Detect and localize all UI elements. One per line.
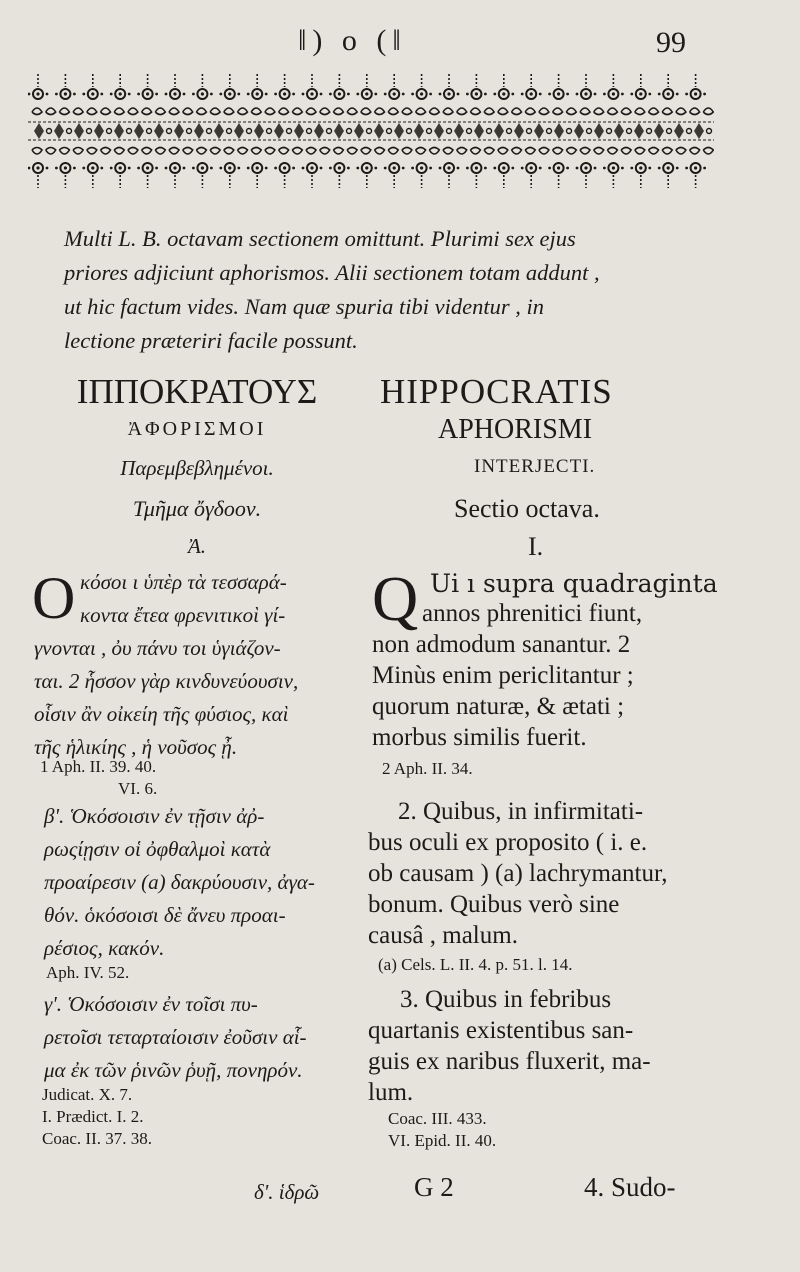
reference-line: VI. 6. xyxy=(118,779,158,798)
greek-aphorism-3 xyxy=(44,988,307,1087)
latin-line: bus oculi ex proposito ( i. e. xyxy=(368,829,648,856)
greek-line: ρωςίῃσιν οἱ ὀφθαλμοὶ κατὰ xyxy=(44,837,271,861)
latin-drop-cap: Q xyxy=(372,563,419,634)
latin-aphorism-3 xyxy=(368,984,651,1108)
notice-line: Multi L. B. octavam sectionem omittunt. Plurimi sex ejus xyxy=(64,226,576,251)
greek-aphorism-number: Ἀ. xyxy=(187,534,207,558)
notice-line: lectione præteriri facile possunt. xyxy=(64,328,358,353)
greek-subtitle: ἈΦΟΡΙΣΜΟΙ xyxy=(127,418,267,440)
reference-line: I. Prædict. I. 2. xyxy=(42,1107,144,1126)
latin-line: Minùs enim periclitantur ; xyxy=(372,662,634,689)
latin-line: non admodum sanantur. 2 xyxy=(372,631,631,658)
greek-line: κοντα ἔτεα φρενιτικοὶ γί- xyxy=(80,603,286,627)
greek-line: ρέσιος, κακόν. xyxy=(44,936,165,960)
greek-line: γνονται , ὀυ πάνυ τοι ὑγιάζον- xyxy=(34,636,281,660)
ornamental-band xyxy=(28,70,714,192)
greek-line: οἷσιν ἂν οἰκείη τῆς φύσιος, καὶ xyxy=(34,702,289,726)
latin-aph3-refs xyxy=(388,1108,496,1152)
running-head: ǁ) o (ǁ xyxy=(298,24,407,57)
greek-catchword: δ'. ἱδρῶ xyxy=(254,1180,320,1204)
editorial-notice xyxy=(64,222,724,358)
latin-catchword: 4. Sudo- xyxy=(584,1172,676,1202)
greek-aph2-ref: Aph. IV. 52. xyxy=(46,963,130,982)
greek-aphorism-2 xyxy=(44,800,315,965)
signature-mark: G 2 xyxy=(414,1172,454,1202)
latin-section-title: Sectio octava. xyxy=(454,494,600,523)
greek-line: τῆς ἡλικίης , ἡ νοῦσος ᾖ. xyxy=(34,735,238,759)
reference-line: Coac. III. 433. xyxy=(388,1109,487,1128)
greek-interjecti: Παρεμβεβλημένοι. xyxy=(120,456,274,480)
latin-line: 3. Quibus in febribus xyxy=(400,986,612,1013)
latin-line: quartanis existentibus san- xyxy=(368,1017,634,1044)
latin-line: guis ex naribus fluxerit, ma- xyxy=(368,1048,651,1075)
greek-line: γ'. Ὁκόσοισιν ἐν τοῖσι πυ- xyxy=(44,992,258,1016)
reference-line: 1 Aph. II. 39. 40. xyxy=(40,757,157,776)
reference-line: VI. Epid. II. 40. xyxy=(388,1131,497,1150)
greek-drop-cap: Ο xyxy=(32,565,76,631)
greek-line: ρετοῖσι τεταρταίοισιν ἐοῦσιν αἷ- xyxy=(44,1025,307,1049)
greek-line: προαίρεσιν (a) δακρύουσιν, ἀγα- xyxy=(44,870,315,894)
greek-title: ΙΠΠΟΚΡΑΤΟΥΣ xyxy=(76,372,318,411)
greek-line: ται. 2 ἧσσον γὰρ κινδυνεύουσιν, xyxy=(34,669,299,693)
reference-line: Coac. II. 37. 38. xyxy=(42,1129,153,1148)
latin-line: quorum naturæ, & ætati ; xyxy=(372,693,625,720)
latin-line: 2. Quibus, in infirmitati- xyxy=(398,798,644,825)
latin-aphorism-number: I. xyxy=(528,532,544,561)
greek-aph3-refs xyxy=(42,1084,152,1150)
latin-aphorism-1 xyxy=(372,598,642,753)
latin-line: ob causam ) (a) lachrymantur, xyxy=(368,860,668,887)
greek-line: β'. Ὁκόσοισιν ἐν τῇσιν ἀῤ- xyxy=(44,804,265,828)
greek-line: μα ἐκ τῶν ῥινῶν ῥυῇ, πονηρόν. xyxy=(44,1058,303,1082)
latin-aph2-note: (a) Cels. L. II. 4. p. 51. l. 14. xyxy=(378,955,573,974)
latin-aph1-ref: 2 Aph. II. 34. xyxy=(382,759,473,778)
latin-subtitle: APHORISMI xyxy=(438,414,593,445)
greek-line: θόν. ὁκόσοισι δὲ ἄνευ προαι- xyxy=(44,903,286,927)
latin-line: lum. xyxy=(368,1079,414,1106)
page-number: 99 xyxy=(656,26,686,59)
latin-line: annos phrenitici fiunt, xyxy=(422,600,643,627)
latin-interjecti: INTERJECTI. xyxy=(474,456,596,477)
latin-aphorism-2 xyxy=(368,796,668,951)
latin-line: causâ , malum. xyxy=(368,922,518,949)
notice-line: priores adjiciunt aphorismos. Alii sectionem totam addunt , xyxy=(64,260,600,285)
reference-line: Judicat. X. 7. xyxy=(42,1085,133,1104)
greek-aph1-refs xyxy=(40,756,157,800)
greek-line: κόσοι ι ὑπὲρ τὰ τεσσαρά- xyxy=(80,570,287,594)
greek-section-title: Τμῆμα ὄγδοον. xyxy=(132,496,262,521)
latin-line: bonum. Quibus verò sine xyxy=(368,891,620,918)
greek-aphorism-1 xyxy=(34,566,364,764)
latin-line: morbus similis fuerit. xyxy=(372,724,587,751)
latin-title: HIPPOCRATIS xyxy=(380,372,613,411)
notice-line: ut hic factum vides. Nam quæ spuria tibi videntur , in xyxy=(64,294,544,319)
latin-aph1-first-line: Ui ı supra quadraginta xyxy=(430,569,718,598)
